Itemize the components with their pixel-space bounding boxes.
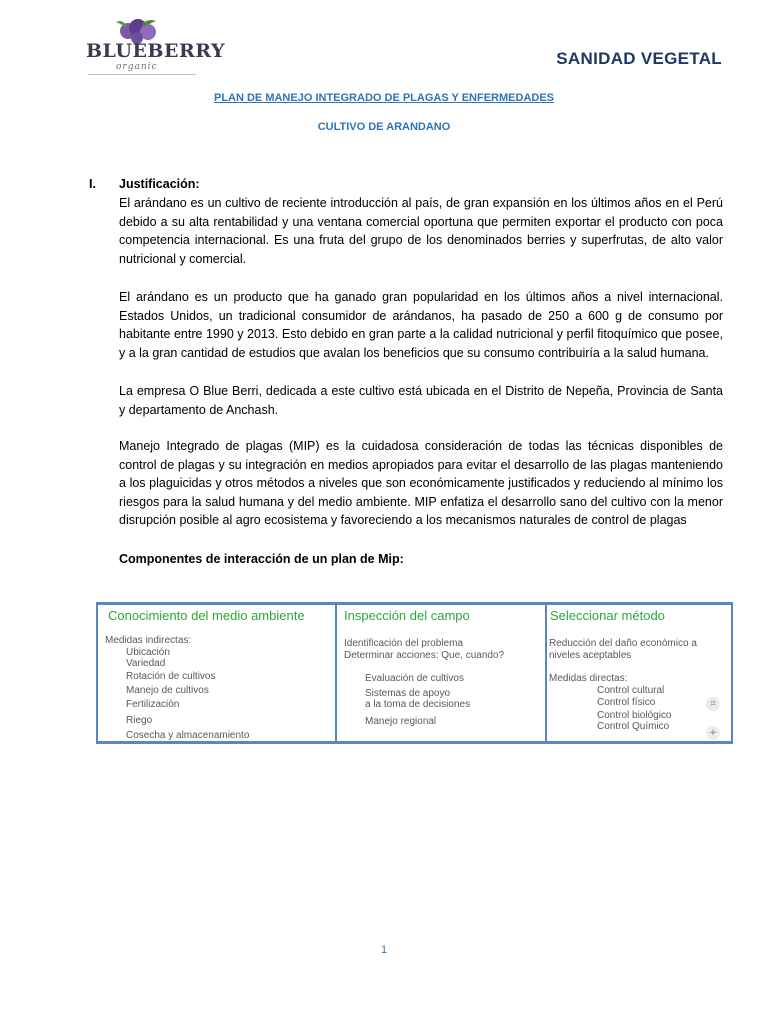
column-sub-intro: Medidas directas:: [549, 673, 628, 684]
column-intro: Reducción del daño económico a: [549, 638, 697, 649]
components-label: Componentes de interacción de un plan de Mip:: [119, 552, 404, 566]
column-intro: Determinar acciones: Que, cuando?: [344, 650, 505, 661]
column-intro: niveles aceptables: [549, 650, 632, 661]
document-subtitle: CULTIVO DE ARANDANO: [317, 121, 451, 133]
list-item: Manejo regional: [365, 716, 437, 727]
table-top-border: [96, 602, 733, 605]
list-item: Ubicación: [126, 647, 170, 658]
list-item: Manejo de cultivos: [126, 685, 209, 696]
paragraph-intro: El arándano es un cultivo de reciente introducción al país, de gran expansión en los últimos años en el Perú debido a su alta rentabilidad y una ventana comercial oportuna que permiten exportar el producto con poca competencia internacional. Es una fruta del grupo de los denominados berries y superfrutas, de alto valor nutricional y comercial.: [119, 196, 723, 266]
mip-components-table: [96, 602, 733, 744]
move-handle-icon[interactable]: ⌗: [706, 697, 720, 711]
logo-tagline: organic: [116, 62, 158, 72]
list-item: Rotación de cultivos: [126, 671, 216, 682]
paragraph-popularity: El arándano es un producto que ha ganado gran popularidad en los últimos años a nivel internacional. Estados Unidos, un tradicional consumidor de arándanos, ha pasado de 250 a 600 g de consumo por habitante entre 1990 y 2013. Esto debido en gran parte a la calidad nutricional y perfil fitoquímico que posee, y a la gran cantidad de estudios que avalan los beneficios que su consumo contribuiría a la salud humana.: [119, 290, 723, 360]
column-intro: Medidas indirectas:: [105, 635, 192, 646]
add-icon[interactable]: +: [706, 726, 720, 740]
table-divider: [96, 605, 98, 741]
company-logo: [82, 18, 226, 78]
list-item: Fertilización: [126, 699, 180, 710]
list-item: Cosecha y almacenamiento: [126, 730, 250, 741]
column-header-environment: Conocimiento del medio ambiente: [108, 608, 305, 623]
table-divider: [731, 605, 733, 741]
page-number: 1: [380, 944, 388, 956]
column-header-method: Seleccionar método: [550, 608, 665, 623]
list-item: a la toma de decisiones: [365, 699, 471, 710]
section-number: I.: [89, 177, 96, 191]
list-item: Variedad: [126, 658, 166, 669]
table-divider: [335, 605, 337, 741]
column-intro: Identificación del problema: [344, 638, 463, 649]
document-title: [0, 92, 768, 104]
section-title: Justificación:: [119, 177, 200, 191]
column-header-inspection: Inspección del campo: [344, 608, 470, 623]
list-item: Control Químico: [597, 721, 670, 732]
logo-rule: [88, 74, 196, 75]
list-item: Control biológico: [597, 710, 672, 721]
list-item: Sistemas de apoyo: [365, 688, 451, 699]
logo-text: BLUEBERRY: [86, 40, 226, 62]
table-divider: [545, 605, 547, 741]
list-item: Evaluación de cultivos: [365, 673, 464, 684]
paragraph-mip-definition: Manejo Integrado de plagas (MIP) es la cuidadosa consideración de todas las técnicas disponibles de control de plagas y su integración en medios apropiados para evitar el desarrollo de las plagas manteniendo a los plaguicidas y otros métodos a niveles que son económicamente justificados y reduciendo al mínimo los riesgos para la salud humana y del medio ambiente. MIP enfatiza el desarrollo sano del cultivo con la menor disrupción posible al agro ecosistema y favoreciendo a los mecanismos naturales de control de plagas: [119, 439, 723, 528]
list-item: Riego: [126, 715, 153, 726]
header-title: SANIDAD VEGETAL: [556, 49, 722, 68]
list-item: Control cultural: [597, 685, 665, 696]
document-title-text: PLAN DE MANEJO INTEGRADO DE PLAGAS Y ENFERMEDADES: [213, 92, 555, 104]
paragraph-company: La empresa O Blue Berri, dedicada a este cultivo está ubicada en el Distrito de Nepeña, Provincia de Santa y departamento de Anchash.: [119, 384, 723, 417]
list-item: Control físico: [597, 697, 656, 708]
